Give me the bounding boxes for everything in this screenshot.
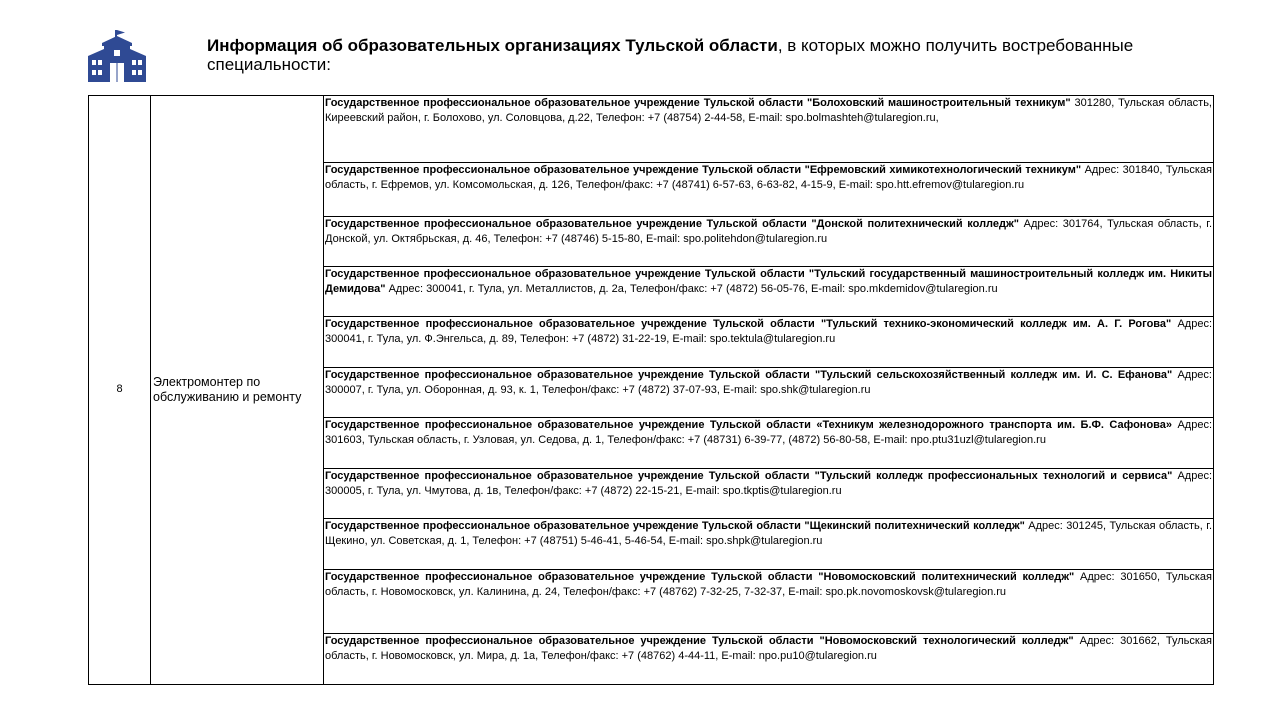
organizations-table xyxy=(88,95,1214,685)
specialty-name: Электромонтер по обслуживанию и ремонту xyxy=(151,96,324,685)
org-cell xyxy=(324,634,1214,685)
org-details: Адрес: 301662, Тульская область, г. Новомосковск, ул. Мира, д. 1а, Телефон/факс: +7 (48762) 4-44-11, E-mail: npo.pu10@tularegion.ru xyxy=(325,635,1212,663)
page-title-rest: , в которых можно получить востребованные специальности: xyxy=(207,36,1134,74)
org-details: Адрес: 301840, Тульская область, г. Ефремов, ул. Комсомольская, д. 126, Телефон/факс: +7 (48741) 6-57-63, 6-63-82, 4-15-9, E-mail: spo.htt.efremov@tularegion.ru xyxy=(325,164,1212,192)
org-name: Государственное профессиональное образовательное учреждение Тульской области "Донской политехнический колледж" xyxy=(325,218,1020,230)
school-building-icon xyxy=(88,30,146,84)
org-cell xyxy=(324,519,1214,570)
org-name: Государственное профессиональное образовательное учреждение Тульской области "Щекинский политехнический колледж" xyxy=(325,520,1025,532)
org-details: Адрес: 300041, г. Тула, ул. Ф.Энгельса, д. 89, Телефон: +7 (4872) 31-22-19, E-mail: spo.tektula@tularegion.ru xyxy=(325,318,1212,346)
org-name: Государственное профессиональное образовательное учреждение Тульской области "Болоховский машиностроительный техникум" xyxy=(325,97,1071,109)
org-details: Адрес: 300041, г. Тула, ул. Металлистов, д. 2а, Телефон/факс: +7 (4872) 56-05-76, E-mail: spo.mkdemidov@tularegion.ru xyxy=(388,283,998,296)
org-cell xyxy=(324,163,1214,217)
org-name: Государственное профессиональное образовательное учреждение Тульской области «Техникум железнодорожного транспорта им. Б.Ф. Сафонова» xyxy=(325,419,1173,431)
org-details: Адрес: 301764, Тульская область, г. Донской, ул. Октябрьская, д. 46, Телефон: +7 (48746) 5-15-80, E-mail: spo.politehdon@tularegion.ru xyxy=(325,218,1212,246)
org-name: Государственное профессиональное образовательное учреждение Тульской области "Тульский сельскохозяйственный колледж им. И. С. Ефанова" xyxy=(325,369,1173,381)
org-name: Государственное профессиональное образовательное учреждение Тульской области "Тульский государственный машиностроительный колледж им. Никиты Демидова" xyxy=(325,268,1212,296)
org-name: Государственное профессиональное образовательное учреждение Тульской области "Новомосковский технологический колледж" xyxy=(325,635,1074,647)
org-details: Адрес: 300005, г. Тула, ул. Чмутова, д. 1в, Телефон/факс: +7 (4872) 22-15-21, E-mail: spo.tkptis@tularegion.ru xyxy=(325,470,1212,498)
org-details: Адрес: 301245, Тульская область, г. Щекино, ул. Советская, д. 1, Телефон: +7 (48751) 5-46-41, 5-46-54, E-mail: spo.shpk@tularegion.ru xyxy=(325,520,1213,548)
org-cell xyxy=(324,317,1214,368)
org-cell xyxy=(324,368,1214,418)
org-cell xyxy=(324,96,1214,163)
org-details: Адрес: 301603, Тульская область, г. Узловая, ул. Седова, д. 1, Телефон/факс: +7 (48731) 6-39-77, (4872) 56-80-58, E-mail: npo.ptu31uzl@tularegion.ru xyxy=(325,419,1212,447)
org-details: 301280, Тульская область, Киреевский район, г. Болохово, ул. Соловцова, д.22, Телефон: +7 (48754) 2-44-58, E-mail: spo.bolmashteh@tularegion.ru, xyxy=(325,97,1212,125)
org-details: Адрес: 301650, Тульская область, г. Новомосковск, ул. Калинина, д. 24, Телефон/факс: +7 (48762) 7-32-25, 7-32-37, E-mail: spo.pk.novomoskovsk@tularegion.ru xyxy=(325,571,1212,599)
org-cell xyxy=(324,469,1214,519)
org-cell xyxy=(324,418,1214,469)
org-name: Государственное профессиональное образовательное учреждение Тульской области "Ефремовский химикотехнологический техникум" xyxy=(325,164,1082,176)
org-details: Адрес: 300007, г. Тула, ул. Оборонная, д. 93, к. 1, Телефон/факс: +7 (4872) 37-07-93, E-mail: spo.shk@tularegion.ru xyxy=(325,369,1212,397)
org-cell xyxy=(324,570,1214,634)
org-name: Государственное профессиональное образовательное учреждение Тульской области "Тульский технико-экономический колледж им. А. Г. Рогова" xyxy=(325,318,1172,330)
org-cell xyxy=(324,217,1214,267)
page-title xyxy=(207,36,1187,74)
org-name: Государственное профессиональное образовательное учреждение Тульской области "Тульский колледж профессиональных технологий и сервиса" xyxy=(325,470,1173,482)
org-name: Государственное профессиональное образовательное учреждение Тульской области "Новомосковский политехнический колледж" xyxy=(325,571,1075,583)
org-cell xyxy=(324,267,1214,317)
row-number: 8 xyxy=(89,96,151,685)
table-row xyxy=(89,96,1214,163)
page-title-bold: Информация об образовательных организациях Тульской области xyxy=(207,36,778,55)
